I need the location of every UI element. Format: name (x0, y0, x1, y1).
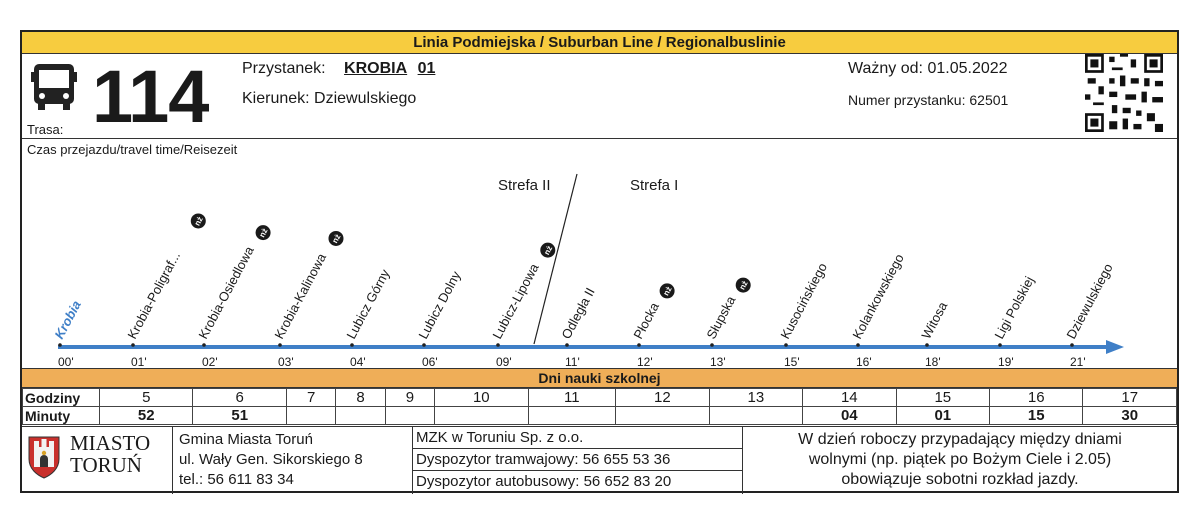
line-number: 114 (92, 55, 209, 138)
stop-name-label: Płocka (630, 299, 662, 342)
on-request-badge-text: nż (192, 215, 205, 228)
schedule-title: Dni nauki szkolnej (22, 368, 1177, 388)
stop-marker (131, 343, 135, 347)
stop-marker (925, 343, 929, 347)
stop-marker (784, 343, 788, 347)
stop-marker (58, 343, 62, 347)
stop-time-label: 11' (565, 355, 580, 368)
stop-time-label: 21' (1070, 355, 1086, 368)
minute-cell: 30 (1083, 407, 1177, 425)
stop-time-label: 00' (58, 355, 74, 368)
minute-cell: 52 (100, 407, 193, 425)
minute-cell (385, 407, 434, 425)
line-type-banner: Linia Podmiejska / Suburban Line / Regionalbuslinie (22, 32, 1177, 54)
stop-time-label: 04' (350, 355, 366, 368)
holiday-note-line: obowiązuje sobotni rozkład jazdy. (841, 471, 1079, 488)
holiday-note (742, 427, 1177, 494)
qr-code (1081, 54, 1167, 132)
stop-name-label: Słupska (703, 293, 739, 342)
on-request-badge-text: nż (737, 279, 750, 292)
valid-date: 01.05.2022 (927, 60, 1008, 77)
stop-marker (278, 343, 282, 347)
stop-time-label: 01' (131, 355, 147, 368)
minutes-row (23, 407, 1177, 425)
stop-marker (350, 343, 354, 347)
minute-cell (336, 407, 385, 425)
stop-name-label: Krobia-Osiedlowa (195, 243, 257, 342)
stop-marker (1070, 343, 1074, 347)
stop-time-label: 06' (422, 355, 438, 368)
footer (22, 426, 1177, 494)
stop-name-label: Krobia-Poligraf... (124, 248, 184, 342)
minute-cell: 04 (803, 407, 896, 425)
minute-cell (286, 407, 335, 425)
stop-marker (998, 343, 1002, 347)
stop-marker (637, 343, 641, 347)
stop-id-value: 62501 (969, 92, 1009, 108)
hour-cell: 13 (709, 389, 802, 407)
stop-time-label: 13' (710, 355, 726, 368)
on-request-badge-text: nż (661, 285, 674, 298)
minute-cell: 01 (896, 407, 989, 425)
city-name-line1: MIASTO (70, 431, 151, 455)
stop-marker (710, 343, 714, 347)
stop-time-label: 18' (925, 355, 941, 368)
stop-name-label: Witosa (918, 299, 951, 342)
stop-marker (856, 343, 860, 347)
hour-cell: 9 (385, 389, 434, 407)
route-label: Trasa: (27, 122, 64, 137)
route-arrow-head (1106, 340, 1124, 354)
hour-cell: 16 (990, 389, 1083, 407)
stop-marker (202, 343, 206, 347)
operator-contact (412, 427, 742, 494)
hour-cell: 6 (193, 389, 286, 407)
zone-left-label: Strefa II (498, 177, 551, 194)
stop-name-label: Dziewulskiego (1063, 260, 1116, 342)
valid-label: Ważny od: (848, 60, 923, 77)
minute-cell: 15 (990, 407, 1083, 425)
stop-time-label: 03' (278, 355, 294, 368)
minute-cell (616, 407, 709, 425)
stop-name-label: Kusocińskiego (777, 260, 831, 342)
hour-cell: 5 (100, 389, 193, 407)
hours-label: Godziny (23, 389, 100, 407)
hour-cell: 8 (336, 389, 385, 407)
municipality-contact (172, 427, 412, 494)
bus-dispatcher: Dyspozytor autobusowy: 56 652 83 20 (416, 473, 672, 490)
municipality-address: ul. Wały Gen. Sikorskiego 8 (179, 451, 363, 468)
holiday-note-line: wolnymi (np. piątek po Bożym Ciele i 2.05) (808, 451, 1112, 468)
torun-coat-of-arms-icon (26, 433, 62, 479)
hour-cell: 17 (1083, 389, 1177, 407)
hour-cell: 12 (616, 389, 709, 407)
stop-time-label: 09' (496, 355, 512, 368)
travel-time-label: Czas przejazdu/travel time/Reisezeit (27, 142, 238, 157)
zone-right-label: Strefa I (630, 177, 679, 194)
municipality-phone: tel.: 56 611 83 34 (179, 471, 294, 488)
hour-cell: 15 (896, 389, 989, 407)
stop-id-label: Numer przystanku: (848, 92, 966, 108)
stop-name-label: Krobia (51, 298, 84, 342)
stop-name: KROBIA (344, 60, 408, 77)
stop-time-label: 15' (784, 355, 800, 368)
stop-number: 01 (417, 60, 436, 77)
stop-name-label: Lubicz Górny (343, 266, 393, 342)
route-diagram (22, 160, 1177, 368)
stop-name-label: Ligi Polskiej (991, 273, 1037, 342)
hour-cell: 10 (435, 389, 528, 407)
direction-value: Dziewulskiego (314, 90, 417, 107)
operator-name: MZK w Toruniu Sp. z o.o. (413, 427, 742, 449)
tram-dispatcher: Dyspozytor tramwajowy: 56 655 53 36 (413, 449, 742, 471)
minute-cell (528, 407, 616, 425)
on-request-badge-text: nż (542, 244, 555, 257)
hour-cell: 11 (528, 389, 616, 407)
stop-time-label: 12' (637, 355, 653, 368)
minutes-label: Minuty (23, 407, 100, 425)
hour-cell: 7 (286, 389, 335, 407)
city-name-line2: TORUŃ (70, 453, 142, 477)
direction-label: Kierunek: (242, 90, 310, 107)
stop-time-label: 16' (856, 355, 872, 368)
municipality-name: Gmina Miasta Toruń (179, 431, 313, 448)
stop-name-label: Krobia-Kalinowa (271, 250, 330, 342)
bus-icon (30, 62, 78, 112)
stop-name-label: Odległa II (558, 285, 598, 342)
header-divider (22, 138, 1177, 139)
on-request-badge-text: nż (330, 232, 343, 245)
holiday-note-line: W dzień roboczy przypadający między dniami (798, 431, 1122, 448)
stop-name-label: Kolankowskiego (849, 251, 907, 342)
on-request-badge-text: nż (257, 226, 270, 239)
stop-label: Przystanek: (242, 60, 326, 77)
minute-cell (709, 407, 802, 425)
stop-name-label: Lubicz Dolny (415, 268, 464, 342)
timetable-sheet (20, 30, 1179, 493)
stop-marker (496, 343, 500, 347)
stop-marker (565, 343, 569, 347)
minute-cell: 51 (193, 407, 286, 425)
schedule-table (22, 388, 1177, 425)
stop-time-label: 19' (998, 355, 1014, 368)
stop-marker (422, 343, 426, 347)
stop-name-label: Lubicz-Lipowa (489, 260, 542, 342)
hour-cell: 14 (803, 389, 896, 407)
city-name (70, 432, 150, 476)
minute-cell (435, 407, 528, 425)
hours-row (23, 389, 1177, 407)
stop-time-label: 02' (202, 355, 218, 368)
